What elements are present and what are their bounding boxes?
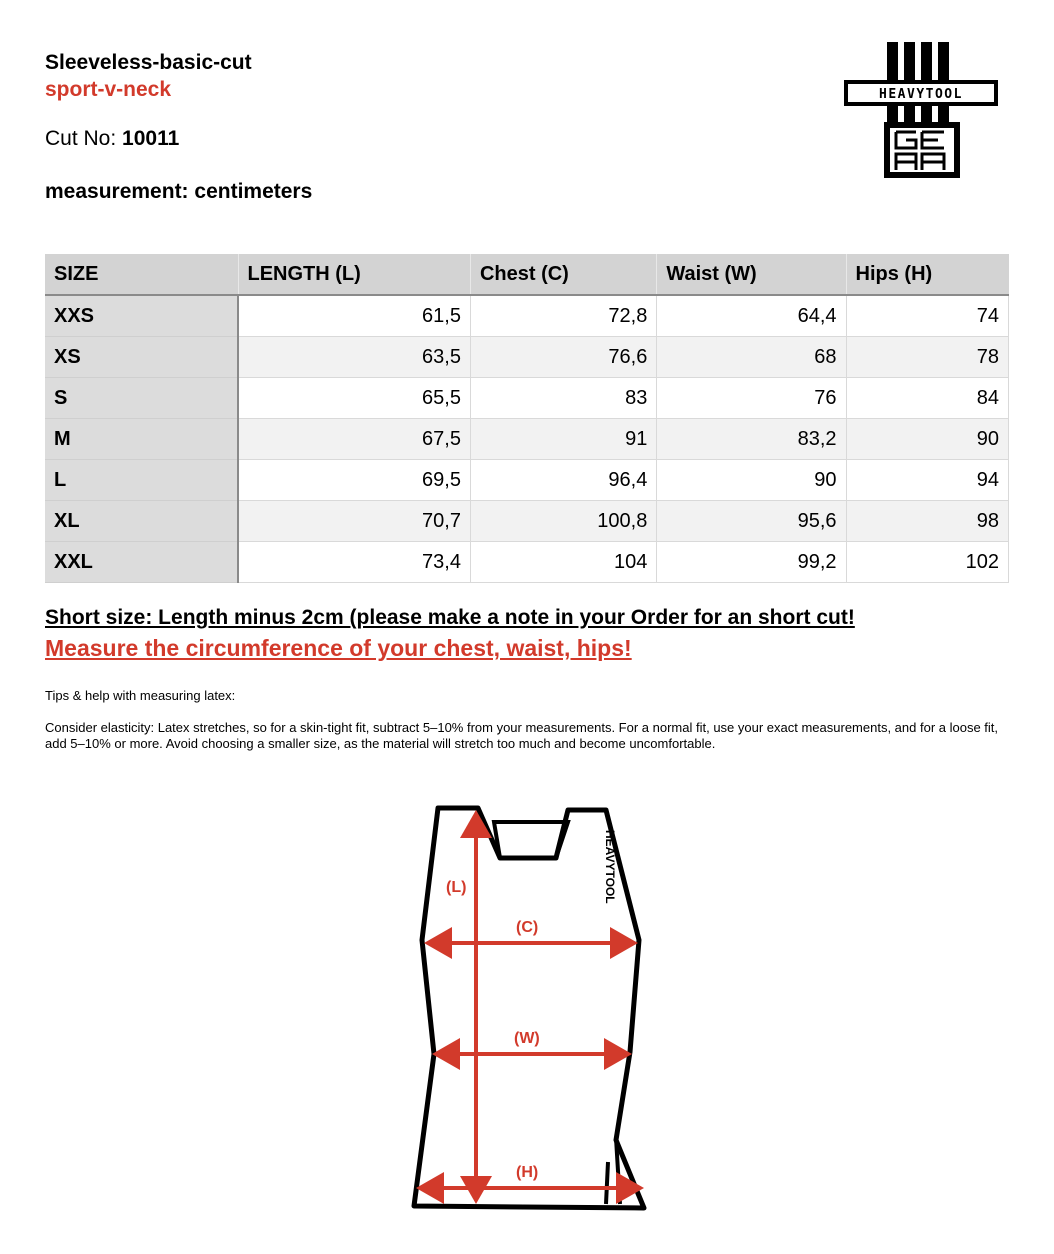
length-cell: 61,5 [238,295,470,337]
garment-diagram [408,800,650,1216]
table-row [45,337,1009,378]
size-table-header-row [45,254,1009,295]
size-cell: S [45,378,238,419]
size-cell: XXS [45,295,238,337]
chest-cell: 83 [470,378,656,419]
hips-cell: 78 [846,337,1008,378]
chest-cell: 100,8 [470,501,656,542]
hips-cell: 84 [846,378,1008,419]
chest-label: (C) [516,919,539,936]
header-chest: Chest (C) [470,254,656,295]
tips-body: Consider elasticity: Latex stretches, so for a skin-tight fit, subtract 5–10% from your measurements. For a normal fit, use your exact measurements, and for a loose fit, add 5–10% or more. Avoid choosing a smaller size, as the material will stretch too much and become uncomfortable. [45,720,999,751]
length-cell: 70,7 [238,501,470,542]
hips-cell: 102 [846,542,1008,583]
tips-heading: Tips & help with measuring latex: [45,688,236,703]
product-title: Sleeveless-basic-cut [45,51,252,74]
waist-cell: 90 [657,460,846,501]
chest-cell: 91 [470,419,656,460]
short-size-note: Short size: Length minus 2cm (please make a note in your Order for an short cut! [45,606,855,629]
heavytool-logo [842,42,1000,178]
cut-number-label: Cut No: [45,127,117,150]
table-row [45,542,1009,583]
size-cell: XXL [45,542,238,583]
chest-cell: 72,8 [470,295,656,337]
length-label: (L) [446,879,467,896]
logo-text: HEAVYTOOL [879,87,963,102]
waist-cell: 95,6 [657,501,846,542]
size-cell: XL [45,501,238,542]
size-cell: XS [45,337,238,378]
waist-label: (W) [514,1030,540,1047]
chest-cell: 76,6 [470,337,656,378]
table-row [45,460,1009,501]
waist-cell: 76 [657,378,846,419]
cut-number-value: 10011 [122,127,180,150]
size-cell: L [45,460,238,501]
header-size: SIZE [45,254,238,295]
hips-cell: 94 [846,460,1008,501]
waist-cell: 64,4 [657,295,846,337]
waist-cell: 83,2 [657,419,846,460]
header-length: LENGTH (L) [238,254,470,295]
table-row [45,419,1009,460]
waist-cell: 68 [657,337,846,378]
diagram-brand: HEAVYTOOL [603,830,617,904]
header-waist: Waist (W) [657,254,846,295]
hips-cell: 74 [846,295,1008,337]
waist-cell: 99,2 [657,542,846,583]
product-subtitle: sport-v-neck [45,78,172,101]
measurement-unit: measurement: centimeters [45,180,313,203]
length-cell: 63,5 [238,337,470,378]
size-cell: M [45,419,238,460]
table-row [45,295,1009,337]
measure-note: Measure the circumference of your chest, waist, hips! [45,635,632,661]
cut-number [45,127,179,151]
table-row [45,378,1009,419]
hips-cell: 90 [846,419,1008,460]
length-cell: 65,5 [238,378,470,419]
hips-cell: 98 [846,501,1008,542]
hips-label: (H) [516,1164,539,1181]
chest-cell: 96,4 [470,460,656,501]
size-table [45,254,1009,583]
header-hips: Hips (H) [846,254,1008,295]
length-cell: 67,5 [238,419,470,460]
table-row [45,501,1009,542]
length-cell: 69,5 [238,460,470,501]
chest-cell: 104 [470,542,656,583]
length-cell: 73,4 [238,542,470,583]
